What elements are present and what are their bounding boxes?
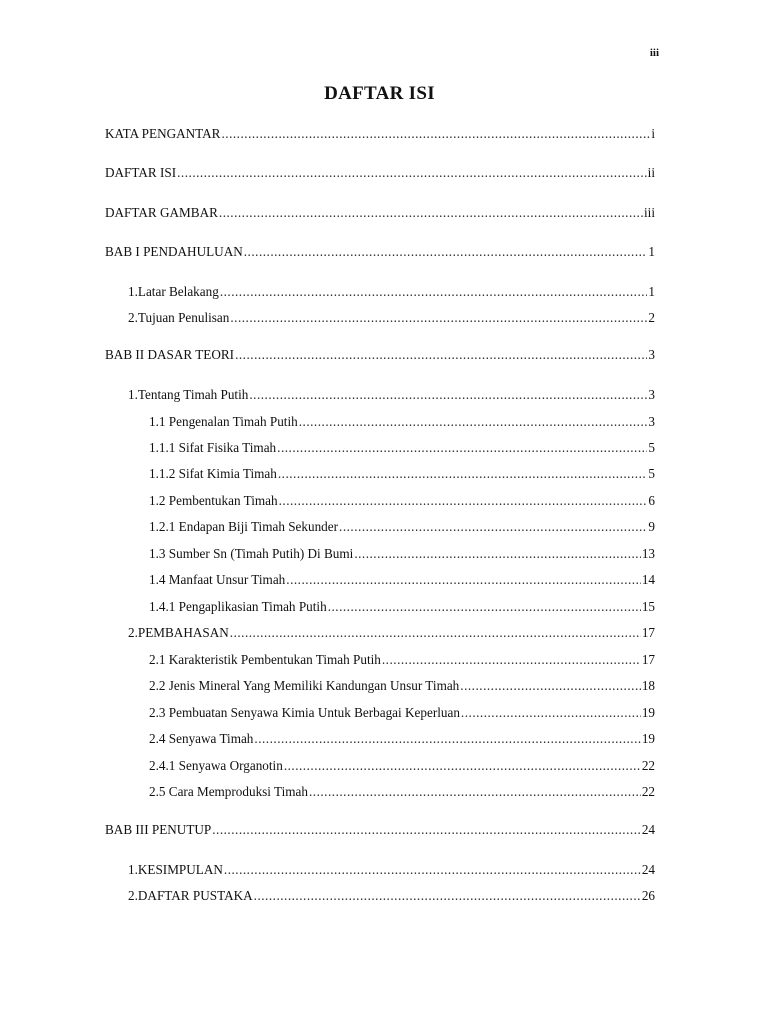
dot-leader bbox=[461, 705, 641, 721]
toc-entry-kata-pengantar[interactable] bbox=[105, 126, 655, 142]
toc-entry-label: Tentang Timah Putih bbox=[137, 387, 249, 402]
toc-page-number: 19 bbox=[641, 705, 655, 720]
toc-entry-label: 1.1.1 Sifat Fisika Timah bbox=[149, 440, 277, 455]
toc-page-number: 19 bbox=[641, 731, 655, 746]
dot-leader bbox=[249, 387, 647, 403]
toc-entry-bab-2[interactable] bbox=[105, 347, 655, 363]
toc-entry-label: PEMBAHASAN bbox=[137, 625, 229, 640]
dot-leader bbox=[244, 244, 648, 260]
toc-entry-1-1-1[interactable] bbox=[149, 440, 655, 456]
toc-entry-2-4-1[interactable] bbox=[149, 758, 655, 774]
dot-leader bbox=[221, 126, 650, 142]
toc-entry-2-5[interactable] bbox=[149, 784, 655, 800]
toc-entry-label: 1.3 Sumber Sn (Timah Putih) Di Bumi bbox=[149, 546, 354, 561]
toc-entry-2-1[interactable] bbox=[149, 652, 655, 668]
toc-entry-1-1[interactable] bbox=[149, 414, 655, 430]
toc-entry-1-4[interactable] bbox=[149, 572, 655, 588]
dot-leader bbox=[224, 862, 641, 878]
toc-entry-label: 1.2 Pembentukan Timah bbox=[149, 493, 278, 508]
toc-entry-label: Latar Belakang bbox=[137, 284, 219, 299]
dot-leader bbox=[309, 784, 641, 800]
toc-entry-bab-3[interactable] bbox=[105, 822, 655, 838]
toc-page-number: i bbox=[651, 126, 655, 141]
dot-leader bbox=[279, 493, 648, 509]
page-title: DAFTAR ISI bbox=[324, 83, 435, 104]
toc-page-number: ii bbox=[647, 165, 655, 180]
dot-leader bbox=[299, 414, 648, 430]
toc-page-number: 2 bbox=[648, 310, 655, 325]
toc-entry-daftar-isi[interactable] bbox=[105, 165, 655, 181]
toc-page-number: 17 bbox=[641, 625, 655, 640]
toc-entry-pembahasan[interactable] bbox=[128, 625, 655, 641]
toc-entry-label: 2.5 Cara Memproduksi Timah bbox=[149, 784, 308, 799]
dot-leader bbox=[235, 347, 647, 363]
toc-entry-label: DAFTAR ISI bbox=[105, 165, 177, 180]
dot-leader bbox=[328, 599, 641, 615]
toc-page-number: 1 bbox=[648, 284, 655, 299]
toc-entry-number: 1. bbox=[128, 387, 138, 402]
toc-page-number: 3 bbox=[648, 387, 655, 402]
toc-entry-label: DAFTAR GAMBAR bbox=[105, 205, 218, 220]
toc-page-number: 18 bbox=[641, 678, 655, 693]
toc-page-number: 14 bbox=[641, 572, 655, 587]
toc-page-number: 5 bbox=[648, 466, 655, 481]
toc-page-number: 24 bbox=[641, 822, 655, 837]
toc-entry-label: BAB II DASAR TEORI bbox=[105, 347, 235, 362]
toc-page-number: 5 bbox=[648, 440, 655, 455]
dot-leader bbox=[284, 758, 641, 774]
toc-entry-1-2[interactable] bbox=[149, 493, 655, 509]
toc-entry-label: 1.4.1 Pengaplikasian Timah Putih bbox=[149, 599, 327, 614]
toc-entry-label: 2.2 Jenis Mineral Yang Memiliki Kandungan Unsur Timah bbox=[149, 678, 460, 693]
toc-page-number: 3 bbox=[648, 414, 655, 429]
toc-entry-daftar-gambar[interactable] bbox=[105, 205, 655, 221]
toc-entry-1-3[interactable] bbox=[149, 546, 655, 562]
dot-leader bbox=[219, 205, 643, 221]
dot-leader bbox=[339, 519, 647, 535]
toc-entry-tentang-timah-putih[interactable] bbox=[128, 387, 655, 403]
dot-leader bbox=[382, 652, 641, 668]
toc-entry-number: 1. bbox=[128, 284, 138, 299]
toc-entry-number: 1. bbox=[128, 862, 138, 877]
toc-entry-1-4-1[interactable] bbox=[149, 599, 655, 615]
toc-page-number: 17 bbox=[641, 652, 655, 667]
toc-entry-label: 2.1 Karakteristik Pembentukan Timah Putih bbox=[149, 652, 381, 667]
toc-page-number: 26 bbox=[641, 888, 655, 903]
toc-entry-label: Tujuan Penulisan bbox=[137, 310, 230, 325]
toc-entry-2-2[interactable] bbox=[149, 678, 655, 694]
toc-entry-label: BAB III PENUTUP bbox=[105, 822, 212, 837]
toc-page-number: 3 bbox=[648, 347, 655, 362]
toc-entry-label: 1.2.1 Endapan Biji Timah Sekunder bbox=[149, 519, 339, 534]
toc-entry-label: BAB I PENDAHULUAN bbox=[105, 244, 243, 259]
dot-leader bbox=[254, 888, 641, 904]
toc-entry-latar-belakang[interactable] bbox=[128, 284, 655, 300]
dot-leader bbox=[277, 440, 647, 456]
toc-page-number: 24 bbox=[641, 862, 655, 877]
toc-page-number: iii bbox=[644, 205, 655, 220]
toc-entry-label: 2.3 Pembuatan Senyawa Kimia Untuk Berbagai Keperluan bbox=[149, 705, 460, 720]
toc-page-number: 9 bbox=[648, 519, 655, 534]
toc-entry-number: 2. bbox=[128, 888, 138, 903]
dot-leader bbox=[230, 625, 641, 641]
toc-entry-label: 2.4.1 Senyawa Organotin bbox=[149, 758, 283, 773]
toc-page-number: 22 bbox=[641, 784, 655, 799]
toc-entry-label: 1.4 Manfaat Unsur Timah bbox=[149, 572, 286, 587]
toc-entry-daftar-pustaka[interactable] bbox=[128, 888, 655, 904]
toc-page-number: 15 bbox=[641, 599, 655, 614]
dot-leader bbox=[212, 822, 641, 838]
toc-page-number: 6 bbox=[648, 493, 655, 508]
toc-entry-2-4[interactable] bbox=[149, 731, 655, 747]
toc-entry-number: 2. bbox=[128, 310, 138, 325]
toc-entry-label: KESIMPULAN bbox=[137, 862, 223, 877]
toc-entry-kesimpulan[interactable] bbox=[128, 862, 655, 878]
toc-page-number: 13 bbox=[641, 546, 655, 561]
dot-leader bbox=[354, 546, 641, 562]
toc-entry-number: 2. bbox=[128, 625, 138, 640]
toc-entry-tujuan-penulisan[interactable] bbox=[128, 310, 655, 326]
page-number: iii bbox=[649, 47, 659, 59]
toc-entry-label: 2.4 Senyawa Timah bbox=[149, 731, 254, 746]
toc-entry-2-3[interactable] bbox=[149, 705, 655, 721]
toc-entry-label: KATA PENGANTAR bbox=[105, 126, 221, 141]
dot-leader bbox=[254, 731, 640, 747]
toc-entry-label: 1.1.2 Sifat Kimia Timah bbox=[149, 466, 277, 481]
dot-leader bbox=[460, 678, 641, 694]
dot-leader bbox=[230, 310, 647, 326]
toc-entry-bab-1[interactable] bbox=[105, 244, 655, 260]
toc-page-number: 22 bbox=[641, 758, 655, 773]
toc-page-number: 1 bbox=[648, 244, 655, 259]
toc-entry-label: 1.1 Pengenalan Timah Putih bbox=[149, 414, 298, 429]
dot-leader bbox=[177, 165, 647, 181]
toc-entry-1-1-2[interactable] bbox=[149, 466, 655, 482]
toc-entry-label: DAFTAR PUSTAKA bbox=[137, 888, 253, 903]
dot-leader bbox=[286, 572, 641, 588]
toc-entry-1-2-1[interactable] bbox=[149, 519, 655, 535]
dot-leader bbox=[220, 284, 648, 300]
dot-leader bbox=[278, 466, 648, 482]
